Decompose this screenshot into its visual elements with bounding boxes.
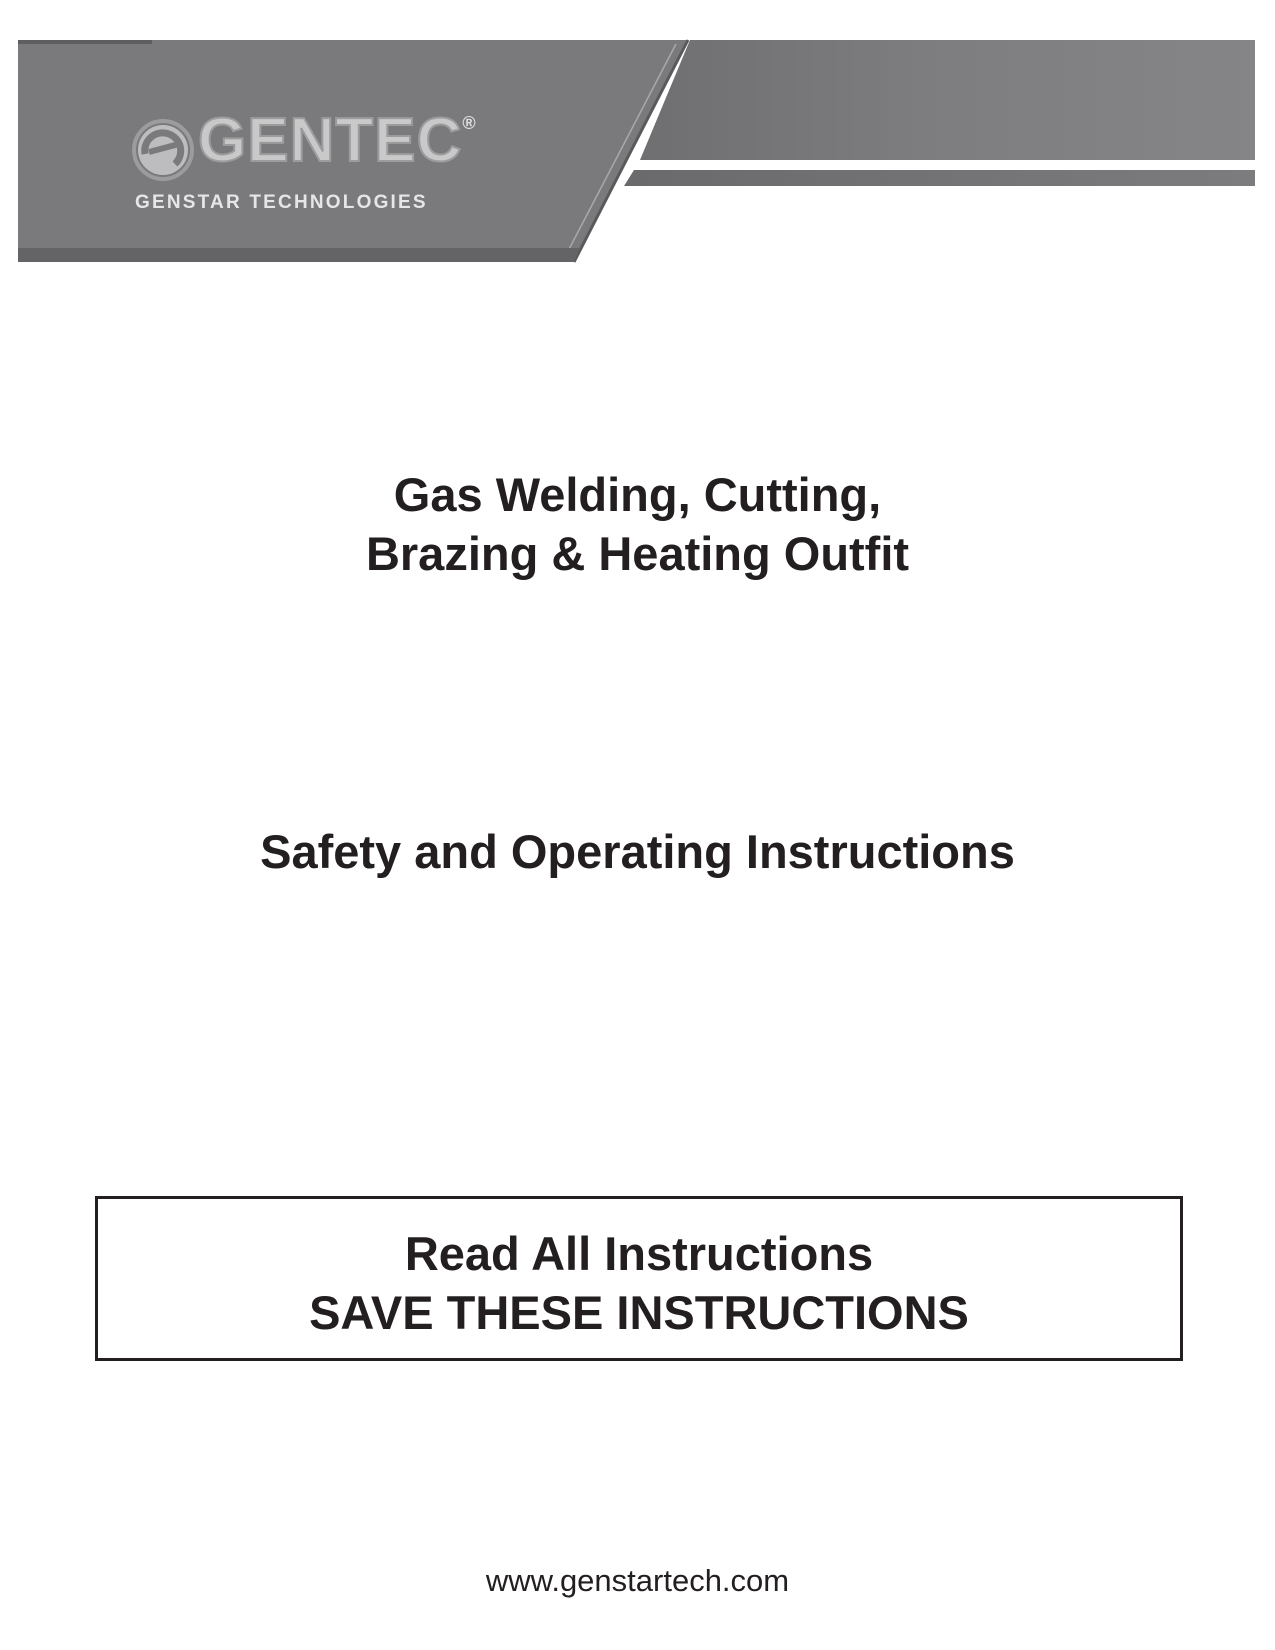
banner-stripe [624, 170, 1255, 186]
notice-line-2: SAVE THESE INSTRUCTIONS [309, 1286, 969, 1339]
banner-right-block [640, 40, 1255, 160]
header-banner [0, 0, 1275, 270]
title-line-1: Gas Welding, Cutting, [393, 468, 882, 521]
document-title [0, 465, 1275, 583]
registered-mark: ® [462, 113, 477, 133]
footer-url: www.genstartech.com [485, 1563, 790, 1598]
brand-tagline: GENSTAR TECHNOLOGIES [135, 192, 428, 213]
title-line-2: Brazing & Heating Outfit [365, 527, 910, 580]
brand-logo-wordmark [198, 106, 477, 175]
gentec-swirl-logo-icon [134, 121, 192, 179]
notice-box [95, 1196, 1183, 1361]
brand-name: GENTEC [198, 106, 463, 175]
banner-graphic [0, 0, 1275, 270]
document-subtitle: Safety and Operating Instructions [260, 825, 1015, 878]
notice-line-1: Read All Instructions [404, 1227, 874, 1280]
